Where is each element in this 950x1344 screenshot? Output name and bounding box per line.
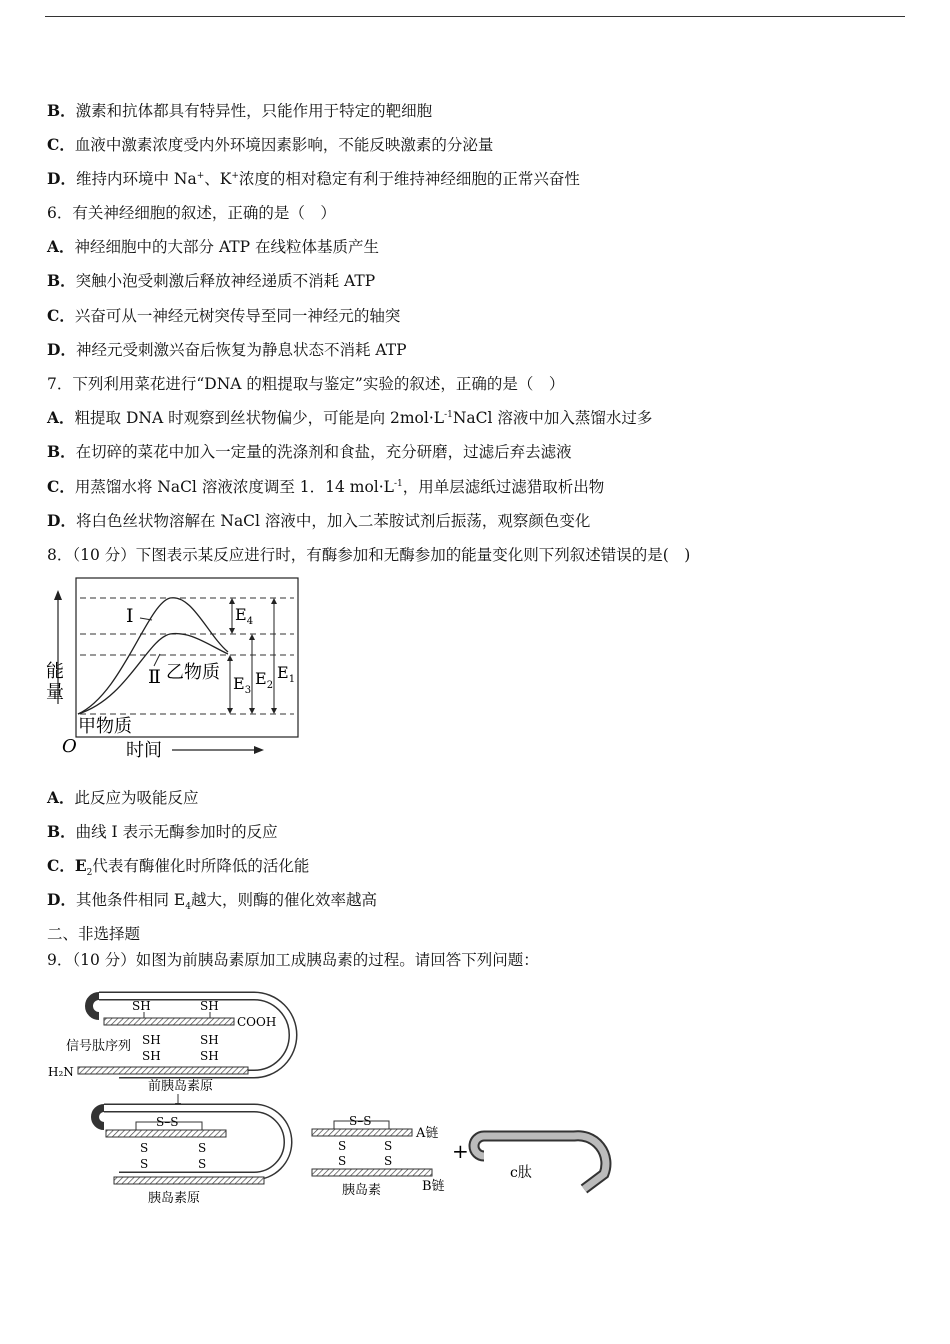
q7-option-d[interactable]: D．将白色丝状物溶解在 NaCl 溶液中，加入二苯胺试剂后振荡，观察颜色变化 — [47, 511, 591, 530]
e4-arrow-top — [229, 598, 235, 604]
proinsulin-s-2b: S — [198, 1157, 207, 1171]
e1-arrow-bottom — [271, 708, 277, 714]
insulin-processing-diagram — [44, 984, 624, 1209]
diagram-frame — [76, 578, 298, 737]
curve-2-pointer — [154, 654, 160, 666]
insulin-s-2a: S — [384, 1139, 393, 1153]
q5-option-d[interactable]: D．维持内环境中 Na+、K+浓度的相对稳定有利于维持神经细胞的正常兴奋性 — [47, 169, 580, 188]
preproinsulin-a-segment — [104, 1018, 234, 1025]
sh-top-1: SH — [132, 999, 151, 1013]
sh-mid-2: SH — [200, 1033, 219, 1047]
e3-arrow-top — [227, 655, 233, 661]
b-chain-label: B链 — [422, 1179, 445, 1194]
energy-diagram — [42, 574, 304, 764]
curve-1-label: Ⅰ — [126, 605, 134, 627]
proinsulin-a-segment — [106, 1130, 226, 1137]
q8-stem: 8．（10 分）下图表示某反应进行时，有酶参加和无酶参加的能量变化则下列叙述错误的是( ) — [47, 546, 691, 564]
insulin-s-1a: S — [338, 1139, 347, 1153]
proinsulin-s-1b: S — [140, 1157, 149, 1171]
proinsulin-label: 胰岛素原 — [148, 1191, 201, 1206]
q7-option-c[interactable]: C．用蒸馏水将 NaCl 溶液浓度调至 1．14 $mol\cdot L^{-1}$，用单层滤纸过滤猎取析出物 — [47, 477, 605, 496]
e2-label: $E_2$ — [255, 669, 274, 691]
e1-label: $E_1$ — [277, 663, 296, 685]
y-label-1: 能 — [46, 661, 64, 682]
c-peptide-chain — [474, 1136, 606, 1189]
insulin-s-1b: S — [338, 1154, 347, 1168]
q8-option-d[interactable]: D．其他条件相同 $E_4$越大，则酶的催化效率越高 — [47, 890, 377, 913]
cooh-label: COOH — [237, 1015, 277, 1029]
e1-arrow-top — [271, 598, 277, 604]
y-arrow-head — [54, 590, 62, 600]
top-rule — [45, 16, 905, 17]
sh-top-2: SH — [200, 999, 219, 1013]
q5-option-c[interactable]: C．血液中激素浓度受内外环境因素影响，不能反映激素的分泌量 — [47, 135, 494, 154]
q7-option-a[interactable]: A．粗提取 DNA 时观察到丝状物偏少，可能是向 $2mol\cdot L^{-1}NaCl$ 溶液中加入蒸馏水过多 — [47, 408, 653, 427]
proinsulin-chain — [104, 1108, 288, 1176]
sh-mid-1: SH — [142, 1033, 161, 1047]
sh-bottom-1: SH — [142, 1049, 161, 1063]
q8-option-a[interactable]: A．此反应为吸能反应 — [47, 788, 199, 807]
proinsulin-s-2a: S — [198, 1141, 207, 1155]
signal-peptide-label: 信号肽序列 — [66, 1039, 132, 1054]
curve-2-label: Ⅱ — [148, 666, 161, 688]
e2-arrow-top — [249, 634, 255, 640]
reactant-label: 甲物质 — [78, 716, 132, 737]
e2-arrow-bottom — [249, 708, 255, 714]
insulin-b-chain — [312, 1169, 432, 1176]
h2n-label: H₂N — [48, 1065, 74, 1079]
q6-option-a[interactable]: A．神经细胞中的大部分 ATP 在线粒体基质产生 — [47, 237, 380, 256]
insulin-ss-label: S–S — [349, 1114, 372, 1128]
a-chain-label: A链 — [416, 1126, 439, 1141]
q7-stem: 7．下列利用菜花进行“DNA 的粗提取与鉴定”实验的叙述，正确的是（ ） — [47, 375, 565, 393]
preproinsulin-outer-inner — [99, 996, 293, 1074]
insulin-a-chain — [312, 1129, 412, 1136]
proinsulin-s-1a: S — [140, 1141, 149, 1155]
preproinsulin-outer-chain — [99, 996, 293, 1074]
q6-stem: 6．有关神经细胞的叙述，正确的是（ ） — [47, 204, 336, 222]
product-label: 乙物质 — [166, 662, 220, 683]
x-label: 时间 — [126, 740, 162, 761]
e3-label: $E_3$ — [233, 674, 252, 696]
insulin-label: 胰岛素 — [342, 1183, 382, 1198]
plus-sign: + — [452, 1139, 469, 1163]
section-heading: 二、非选择题 — [47, 925, 141, 943]
e3-arrow-bottom — [227, 708, 233, 714]
e4-label: $E_4$ — [235, 605, 254, 627]
proinsulin-chain-inner — [104, 1108, 288, 1176]
y-label-2: 量 — [46, 682, 64, 703]
proinsulin-b-segment — [114, 1177, 264, 1184]
e4-arrow-bottom — [229, 628, 235, 634]
proinsulin-left-turn — [95, 1108, 104, 1126]
x-arrow-head — [254, 746, 264, 754]
q9-stem: 9．（10 分）如图为前胰岛素原加工成胰岛素的过程。请回答下列问题： — [47, 951, 539, 969]
q6-option-c[interactable]: C．兴奋可从一神经元树突传导至同一神经元的轴突 — [47, 306, 401, 325]
sh-bottom-2: SH — [200, 1049, 219, 1063]
c-peptide-label: c肽 — [510, 1165, 532, 1181]
preproinsulin-label: 前胰岛素原 — [148, 1079, 214, 1094]
q8-option-b[interactable]: B．曲线 I 表示无酶参加时的反应 — [47, 822, 278, 841]
proinsulin-ss-label: S–S — [156, 1115, 179, 1129]
curve-1 — [78, 598, 228, 714]
q6-option-d[interactable]: D．神经元受刺激兴奋后恢复为静息状态不消耗 ATP — [47, 340, 407, 359]
q6-option-b[interactable]: B．突触小泡受刺激后释放神经递质不消耗 ATP — [47, 271, 376, 290]
q7-option-b[interactable]: B．在切碎的菜花中加入一定量的洗涤剂和食盐，充分研磨，过滤后弃去滤液 — [47, 442, 572, 461]
preproinsulin-left-turn — [89, 996, 99, 1016]
insulin-s-2b: S — [384, 1154, 393, 1168]
preproinsulin-b-segment — [78, 1067, 248, 1074]
q8-option-c[interactable]: C．$E_2$代表有酶催化时所降低的活化能 — [47, 856, 310, 879]
origin-label: O — [62, 736, 77, 757]
q5-option-b[interactable]: B．激素和抗体都具有特异性，只能作用于特定的靶细胞 — [47, 101, 433, 120]
